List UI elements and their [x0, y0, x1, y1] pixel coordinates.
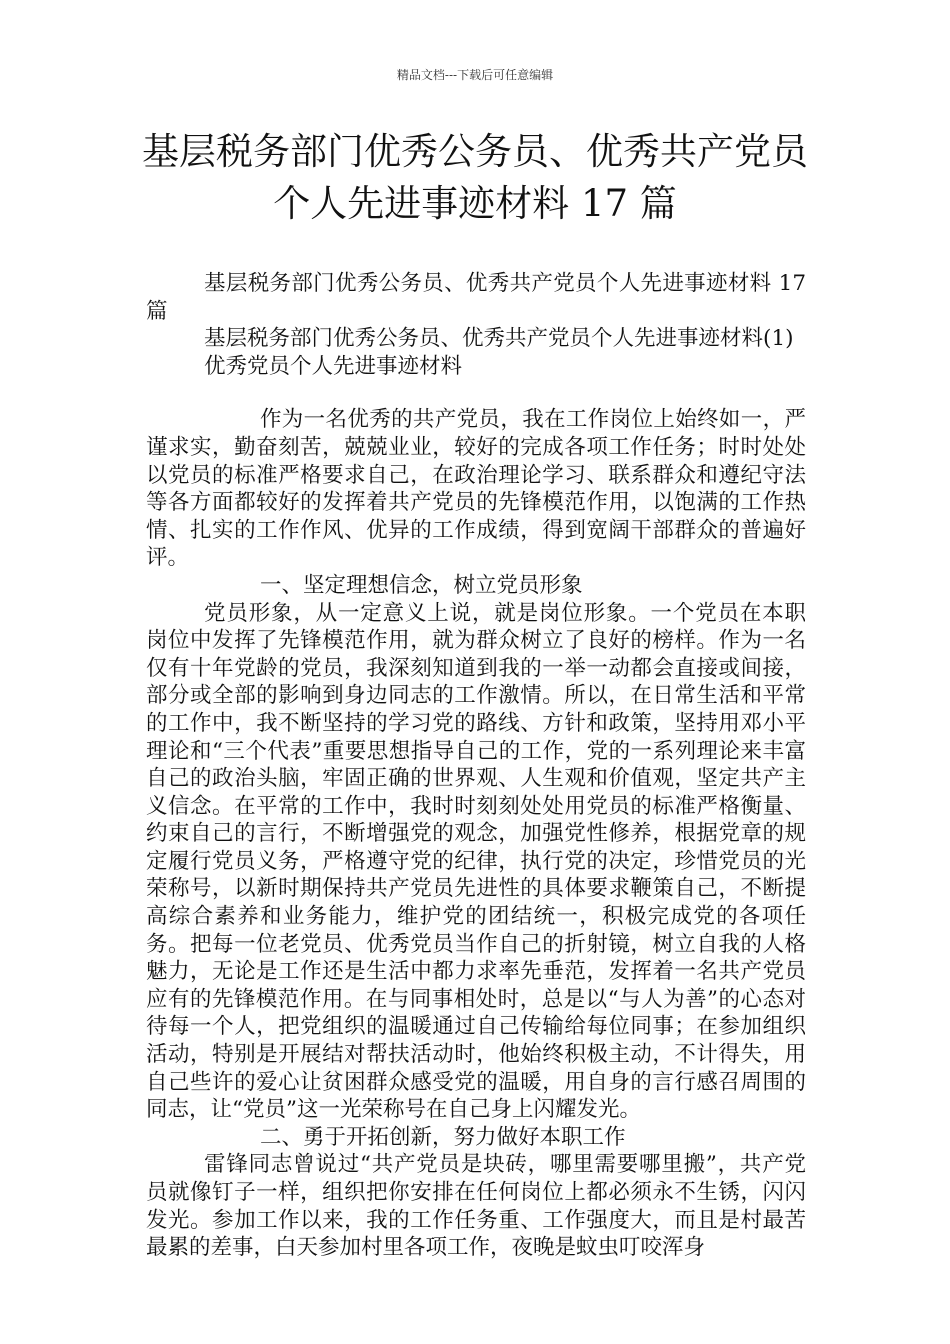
section-paragraph-2: 雷锋同志曾说过“共产党员是块砖，哪里需要哪里搬”，共产党员就像钉子一样，组织把你安排在任何岗位上都必须永不生锈，闪闪发光。参加工作以来，我的工作任务重、工作强度大，而且是村最苦最累的差事，白天参加村里各项工作，夜晚是蚊虫叮咬浑身 [146, 1152, 806, 1261]
lead-line-2: 基层税务部门优秀公务员、优秀共产党员个人先进事迹材料(1) [204, 326, 794, 352]
intro-paragraph: 作为一名优秀的共产党员，我在工作岗位上始终如一，严谨求实，勤奋刻苦，兢兢业业，较好的完成各项工作任务；时时处处以党员的标准严格要求自己，在政治理论学习、联系群众和遵纪守法等各方面都较好的发挥着共产党员的先锋模范作用，以饱满的工作热情、扎实的工作作风、优异的工作成绩，得到宽阔干部群众的普遍好评。 [146, 407, 806, 571]
section-heading-2: 二、勇于开拓创新，努力做好本职工作 [259, 1124, 626, 1150]
header-note: 精品文档---下载后可任意编辑 [396, 68, 554, 82]
section-paragraph-1: 党员形象，从一定意义上说，就是岗位形象。一个党员在本职岗位中发挥了先锋模范作用，就为群众树立了良好的榜样。作为一名仅有十年党龄的党员，我深刻知道到我的一举一动都会直接或间接，部分或全部的影响到身边同志的工作激情。所以，在日常生活和平常的工作中，我不断坚持的学习党的路线、方针和政策，坚持用邓小平理论和“三个代表”重要思想指导自己的工作，党的一系列理论来丰富自己的政治头脑，牢固正确的世界观、人生观和价值观，坚定共产主义信念。在平常的工作中，我时时刻刻处处用党员的标准严格衡量、约束自己的言行，不断增强党的观念，加强党性修养，根据党章的规定履行党员义务，严格遵守党的纪律，执行党的决定，珍惜党员的光荣称号，以新时期保持共产党员先进性的具体要求鞭策自己，不断提高综合素养和业务能力，维护党的团结统一，积极完成党的各项任务。把每一位老党员、优秀党员当作自己的折射镜，树立自我的人格魅力，无论是工作还是生活中都力求率先垂范，发挥着一名共产党员应有的先锋模范作用。在与同事相处时，总是以“与人为善”的心态对待每一个人，把党组织的温暖通过自己传输给每位同事；在参加组织活动，特别是开展结对帮扶活动时，他始终积极主动，不计得失，用自己些许的爱心让贫困群众感受党的温暖，用自身的言行感召周围的同志，让“党员”这一光荣称号在自己身上闪耀发光。 [146, 600, 806, 1123]
subtitle: 优秀党员个人先进事迹材料 [204, 353, 463, 379]
section-heading-1: 一、坚定理想信念，树立党员形象 [259, 572, 583, 598]
document-body [146, 270, 806, 1262]
document-title [60, 126, 890, 230]
title-line-2: 个人先进事迹材料 17 篇 [273, 182, 677, 225]
title-line-1: 基层税务部门优秀公务员、优秀共产党员 [142, 130, 808, 173]
lead-line-1: 基层税务部门优秀公务员、优秀共产党员个人先进事迹材料 17 篇 [146, 271, 806, 324]
